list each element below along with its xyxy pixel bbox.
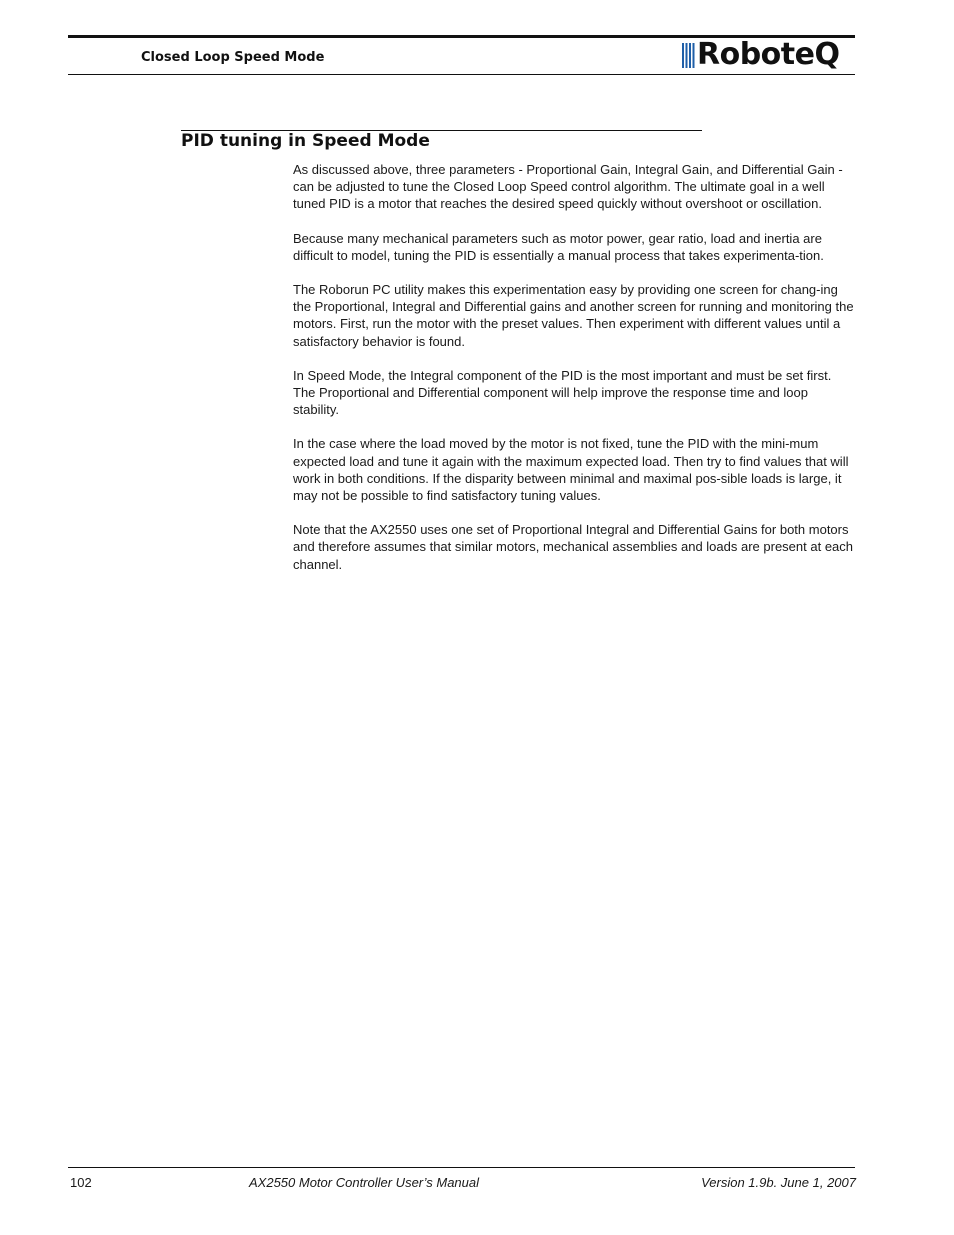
paragraph: Note that the AX2550 uses one set of Proportional Integral and Differential Gains for both motors and therefore assumes that similar motors, mechanical assemblies and loads are present at each channel. xyxy=(293,522,854,572)
paragraph: In the case where the load moved by the motor is not fixed, tune the PID with the mini-mum expected load and tune it again with the maximum expected load. Then try to find values that will work in both conditions. If the disparity between minimal and maximal pos-sible loads is large, it may not be possible to find satisfactory tuning values. xyxy=(293,436,849,504)
paragraph: Because many mechanical parameters such as motor power, gear ratio, load and inertia are difficult to model, tuning the PID is essentially a manual process that takes experimenta-tion. xyxy=(293,230,824,263)
logo-text: RoboteQ xyxy=(697,37,840,72)
paragraph: In Speed Mode, the Integral component of the PID is the most important and must be set first. The Proportional and Differential component will help improve the response time and loop stability. xyxy=(293,367,832,418)
running-head: Closed Loop Speed Mode xyxy=(141,50,325,65)
version-info: Version 1.9b. June 1, 2007 xyxy=(701,1175,856,1190)
manual-title: AX2550 Motor Controller User’s Manual xyxy=(249,1175,480,1190)
header-bottom-rule xyxy=(68,74,855,75)
body-text xyxy=(293,161,856,590)
roboteq-logo-icon xyxy=(682,37,857,73)
logo-bars-icon xyxy=(682,43,698,68)
page-number: 102 xyxy=(70,1175,92,1190)
section-title: PID tuning in Speed Mode xyxy=(181,131,430,151)
footer-rule xyxy=(68,1167,855,1168)
paragraph: As discussed above, three parameters - Proportional Gain, Integral Gain, and Differential Gain - can be adjusted to tune the Closed Loop Speed control algorithm. The ultimate goal in a well tuned PID is a motor that reaches the desired speed quickly without overshoot or oscillation. xyxy=(293,162,843,212)
paragraph: The Roborun PC utility makes this experimentation easy by providing one screen for chang-ing the Proportional, Integral and Differential gains and another screen for running and monitoring the motors. First, run the motor with the preset values. Then experiment with different values until a satisfactory behavior is found. xyxy=(293,282,854,349)
